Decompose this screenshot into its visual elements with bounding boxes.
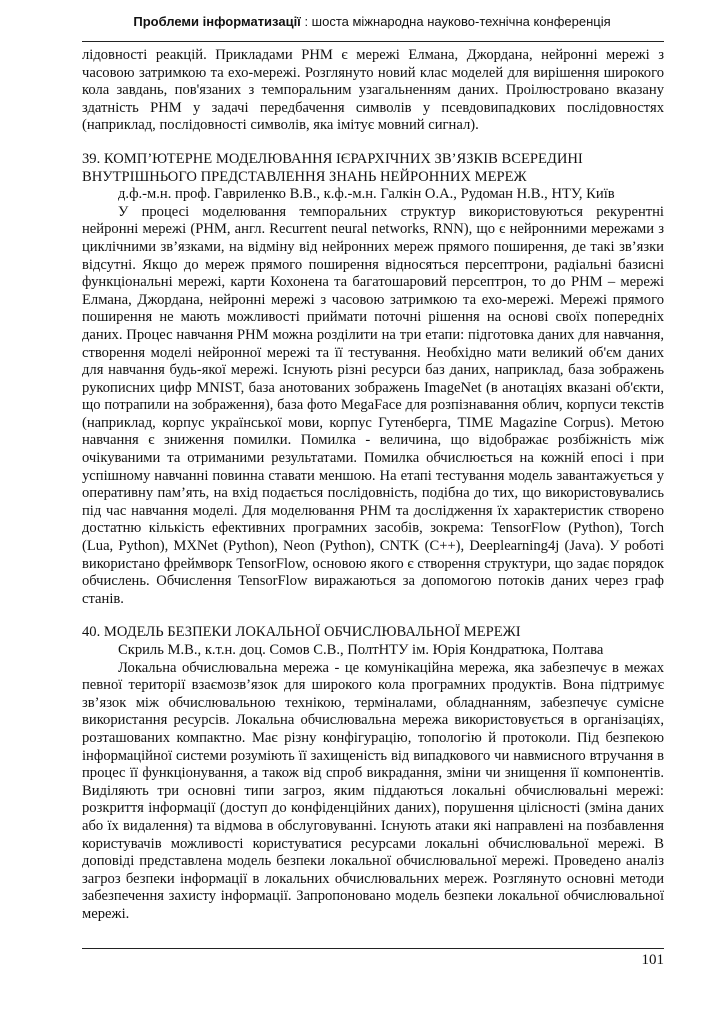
header-divider [82, 41, 664, 42]
section-39-title: 39. КОМП’ЮТЕРНЕ МОДЕЛЮВАННЯ ІЄРАРХІЧНИХ ЗВ’ЯЗКІВ ВСЕРЕДИНІ ВНУТРІШНЬОГО ПРЕДСТАВЛЕННЯ ЗНАНЬ НЕЙРОННИХ МЕРЕЖ [82, 150, 583, 185]
section-40-body: Локальна обчислювальна мережа - це комунікаційна мережа, яка забезпечує в межах певної території взаємозв’язок для широкого кола програмних продуктів. Вона підтримує зв’язок між обчислювальною технікою, терміналами, обладнанням, забезпечує сумісне використання ресурсів. Локальна обчислювальна мережа використовується в організаціях, розташованих компактно. Має різну конфігурацію, топологію й протоколи. Під безпекою інформаційної системи розуміють її захищеність від випадкового чи навмисного втручання в процес її функціонування, а також від спроб викрадання, зміни чи знищення її компонентів. Виділяють три основні типи загроз, яким піддаються локальні обчислювальні мережі: розкриття інформації (доступ до конфіденційних даних), порушення цілісності (зміна даних або їх видалення) та відмова в обслуговуванні. Існують атаки які направлені на позбавлення користувачів можливості користуватися ресурсами локальні обчислювальної мережі. В доповіді представлена модель безпеки локальної обчислювальної мережі. Проведено аналіз загроз безпеки інформації в локальних обчислювальних мереж. Розглянуто основні методи забезпечення захисту інформації. Запропоновано модель безпеки локальної обчислювальної мережі. [82, 659, 664, 922]
section-39-authors: д.ф.-м.н. проф. Гавриленко В.В., к.ф.-м.н. Галкін О.А., Рудоман Н.В., НТУ, Київ [118, 186, 615, 203]
section-40-authors: Скриль М.В., к.т.н. доц. Сомов С.В., ПолтНТУ ім. Юрія Кондратюка, Полтава [118, 642, 604, 658]
continuation-paragraph: лідовності реакцій. Прикладами РНМ є мережі Елмана, Джордана, нейронні мережі з часовою затримкою та ехо-мережі. Розглянуто новий клас моделей для вирішення широкого кола завдань, пов'язаних з темпоральним узагальненням даних. Проілюстровано вказану здатність РНМ у задачі передбачення символів у псевдовипадкових послідовностях (наприклад, послідовності символів, яка імітує мовний сигнал). [82, 47, 664, 134]
page-body [82, 47, 664, 924]
section-39-body: У процесі моделювання темпоральних структур використовуються рекурентні нейронні мережі (РНМ, англ. Recurrent neural networks, RNN), що є нейронними мережами з циклічними зв’язками, на відміну від нейронних мереж прямого поширення, де такі зв’язки відсутні. Якщо до мереж прямого поширення відносяться персептрони, радіальні базисні функціональні мережі, карти Кохонена та багатошаровий персептрон, то до РНМ – мережі Елмана, Джордана, нейронні мережі з часовою затримкою та ехо-мережі. Мережі прямого поширення не мають можливості приймати поточні рішення на основі своїх попередніх даних. Процес навчання РНМ можна розділити на три етапи: підготовка даних для навчання, створення моделі нейронної мережі та її тестування. Необхідно мати великий об'єм даних для навчання будь-якої мережі. Існують різні ресурси баз даних, наприклад, база зображень рукописних цифр MNIST, база анотованих зображень ImageNet (в анотаціях вказані об'єкти, що потрапили на зображення), база фото MegaFace для розпізнавання облич, корпуси текстів (наприклад, корпус української мови, корпус Гутенберга, TIME Magazine Corpus). Метою навчання є зниження помилки. Помилка - величина, що відображає розбіжність між очікуваними та отриманими результатами. Помилка обчислюється на кожній епосі і при успішному навчанні повинна ставати меншою. На етапі тестування модель завантажується у оперативну пам’ять, на вхід подається послідовність, подібна до тих, що використовувались під час навчання моделі. Для моделювання РНМ та дослідження їх характеристик створено достатню кількість ефективних програмних засобів, зокрема: TensorFlow (Python), Torch (Lua, Python), MXNet (Python), Neon (Python), CNTK (C++), Deeplearning4j (Java). У роботі використано фреймворк TensorFlow, основою якого є створення структури, що задає порядок обчислень. Обчислення TensorFlow виражаються за допомогою потоків даних через граф станів. [82, 203, 664, 607]
header-title-rest: : шоста міжнародна науково-технічна конференція [300, 14, 611, 29]
footer-divider [82, 948, 664, 949]
section-gap [82, 608, 664, 624]
section-40-title: 40. МОДЕЛЬ БЕЗПЕКИ ЛОКАЛЬНОЇ ОБЧИСЛЮВАЛЬНОЇ МЕРЕЖІ [82, 624, 521, 641]
header-title-bold: Проблеми інформатизації [133, 14, 301, 29]
page-number: 101 [641, 952, 664, 968]
running-header [82, 14, 662, 30]
section-gap [82, 135, 664, 151]
